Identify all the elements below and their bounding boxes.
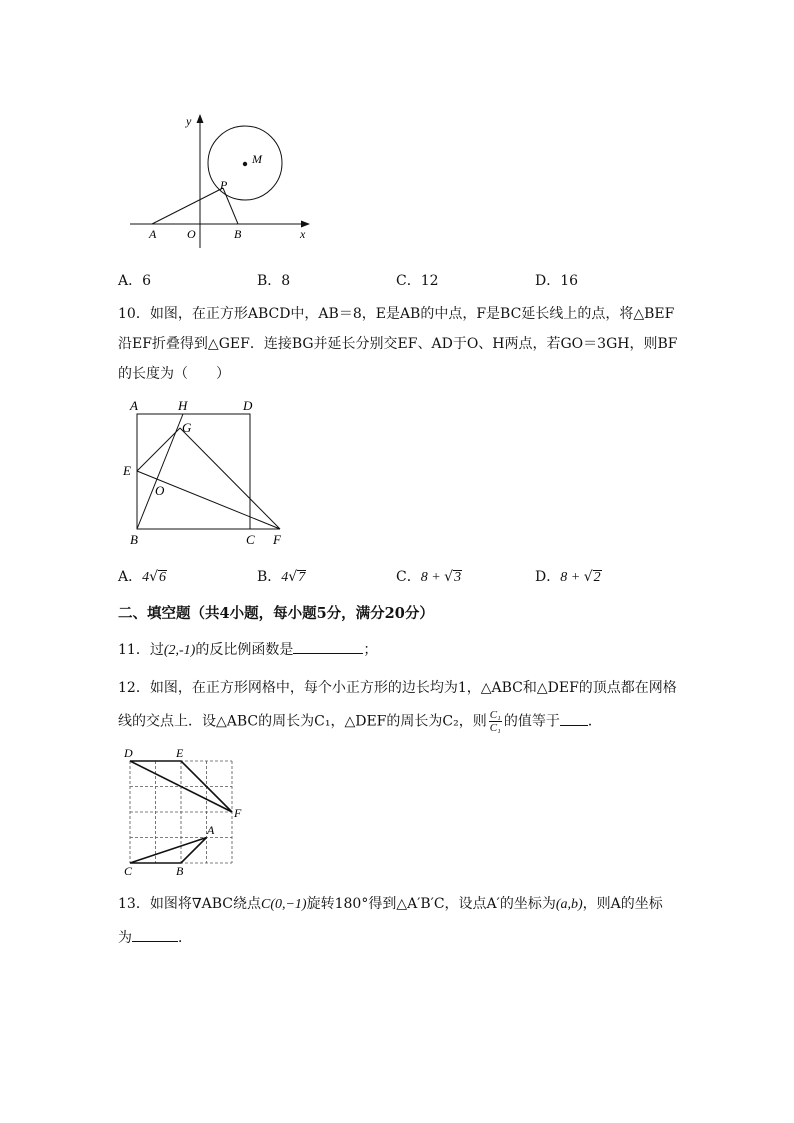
q10-number: 10． bbox=[118, 306, 150, 322]
label-c: C bbox=[246, 532, 255, 547]
label-d: D bbox=[124, 746, 133, 760]
q10-line-3: 的长度为（ ） bbox=[118, 366, 230, 382]
option-letter: D． bbox=[535, 569, 561, 585]
q11-end: ； bbox=[363, 642, 378, 658]
q12-number: 12． bbox=[118, 680, 150, 696]
label-o: O bbox=[155, 483, 165, 498]
q10-option-b[interactable] bbox=[257, 566, 306, 586]
option-radicand: 6 bbox=[159, 570, 167, 585]
q13-coord: (a,b) bbox=[555, 897, 583, 912]
q9-option-d[interactable]: D．16 bbox=[535, 273, 579, 289]
q11-after: 的反比例函数是 bbox=[195, 642, 294, 658]
label-e: E bbox=[123, 463, 131, 478]
q10-line-1 bbox=[118, 303, 674, 323]
center-m-dot bbox=[243, 162, 247, 166]
q12-answer-blank[interactable] bbox=[560, 711, 588, 726]
segment-eg bbox=[137, 428, 180, 471]
option-coef: 4 bbox=[142, 570, 150, 585]
label-m: M bbox=[252, 152, 262, 166]
q11-answer-blank[interactable] bbox=[293, 639, 363, 654]
option-coef: 4 bbox=[281, 570, 289, 585]
option-letter: C． bbox=[396, 569, 421, 585]
q10-option-d[interactable] bbox=[535, 566, 602, 586]
triangle-abc bbox=[130, 838, 207, 864]
q12-figure bbox=[118, 744, 253, 879]
label-o: O bbox=[187, 227, 196, 241]
q13-text-1a: 如图将∇ABC绕点 bbox=[149, 896, 261, 912]
sqrt-symbol: √ bbox=[444, 569, 454, 585]
square-abcd bbox=[137, 414, 250, 529]
label-a: A bbox=[149, 227, 157, 241]
q12-line-1 bbox=[118, 677, 677, 697]
label-f: F bbox=[234, 806, 242, 820]
label-b: B bbox=[176, 864, 184, 878]
q12-text-1: 如图，在正方形网格中，每个小正方形的边长均为1，△ABC和△DEF的顶点都在网格 bbox=[149, 680, 677, 696]
section-heading: 二、填空题（共4小题，每小题5分，满分20分） bbox=[118, 605, 434, 622]
q13-line-1 bbox=[118, 893, 663, 913]
option-prefix: 8 + bbox=[420, 570, 445, 585]
q9-option-b[interactable]: B．8 bbox=[257, 273, 291, 289]
label-x: x bbox=[300, 227, 306, 241]
q12-fraction bbox=[489, 709, 502, 734]
segment-gf bbox=[180, 428, 280, 529]
option-radicand: 7 bbox=[298, 570, 306, 585]
q12-text-2b: 的值等于 bbox=[503, 713, 560, 730]
q10-option-c[interactable] bbox=[396, 566, 462, 586]
q11-before: 过 bbox=[149, 642, 164, 658]
option-prefix: 8 + bbox=[560, 570, 584, 585]
option-letter: B． bbox=[257, 569, 282, 585]
q13-text-1c: ，则A的坐标 bbox=[582, 896, 663, 912]
q9-option-a[interactable]: A．6 bbox=[118, 273, 152, 289]
q13-line-2 bbox=[118, 927, 192, 947]
label-g: G bbox=[182, 420, 192, 435]
q11-number: 11． bbox=[118, 642, 150, 658]
q13-answer-blank[interactable] bbox=[132, 927, 178, 942]
fraction-numerator: C₁ bbox=[489, 709, 501, 721]
q13-text-2b: ． bbox=[178, 930, 192, 946]
label-d: D bbox=[243, 398, 253, 413]
sqrt-symbol: √ bbox=[583, 569, 593, 585]
q13-text-2a: 为 bbox=[118, 930, 132, 946]
label-p: P bbox=[220, 178, 228, 192]
segment-pb bbox=[223, 188, 238, 224]
grid-lines bbox=[130, 761, 232, 863]
label-b: B bbox=[234, 227, 242, 241]
label-e: E bbox=[176, 746, 184, 760]
q9-option-c[interactable]: C．12 bbox=[396, 273, 439, 289]
segment-bh bbox=[137, 414, 183, 529]
q12-text-2a: 线的交点上．设△ABC的周长为C₁，△DEF的周长为C₂，则 bbox=[118, 713, 487, 730]
label-h: H bbox=[178, 398, 188, 413]
label-y: y bbox=[186, 114, 192, 128]
q13-text-1b: 旋转180°得到△A′B′C，设点A′的坐标为 bbox=[306, 896, 556, 912]
q10-text-1: 如图，在正方形ABCD中，AB＝8，E是AB的中点，F是BC延长线上的点，将△BEF bbox=[149, 306, 675, 322]
sqrt-symbol: √ bbox=[288, 569, 298, 585]
label-f: F bbox=[273, 532, 281, 547]
option-radicand: 2 bbox=[593, 570, 601, 585]
option-letter: A． bbox=[118, 569, 143, 585]
y-axis-arrow bbox=[197, 114, 204, 123]
q10-option-a[interactable] bbox=[118, 566, 167, 586]
segment-ef bbox=[137, 471, 280, 529]
q11-line bbox=[118, 639, 377, 659]
q12-text-2c: ． bbox=[587, 713, 602, 730]
fraction-denominator: C₁ bbox=[489, 722, 501, 734]
q13-point-c: C(0,−1) bbox=[260, 897, 307, 912]
q13-number: 13． bbox=[118, 896, 150, 912]
label-a: A bbox=[130, 398, 138, 413]
q10-figure bbox=[118, 393, 298, 551]
label-a: A bbox=[207, 823, 215, 837]
sqrt-symbol: √ bbox=[149, 569, 159, 585]
q12-line-2 bbox=[118, 709, 602, 734]
segment-pa bbox=[152, 188, 223, 224]
label-c: C bbox=[124, 864, 133, 878]
q9-figure bbox=[120, 108, 320, 250]
option-radicand: 3 bbox=[454, 570, 462, 585]
q11-point: (2,-1) bbox=[163, 643, 196, 658]
q10-line-2: 沿EF折叠得到△GEF．连接BG并延长分别交EF、AD于O、H两点，若GO＝3GH，则BF bbox=[118, 336, 678, 352]
label-b: B bbox=[130, 532, 138, 547]
